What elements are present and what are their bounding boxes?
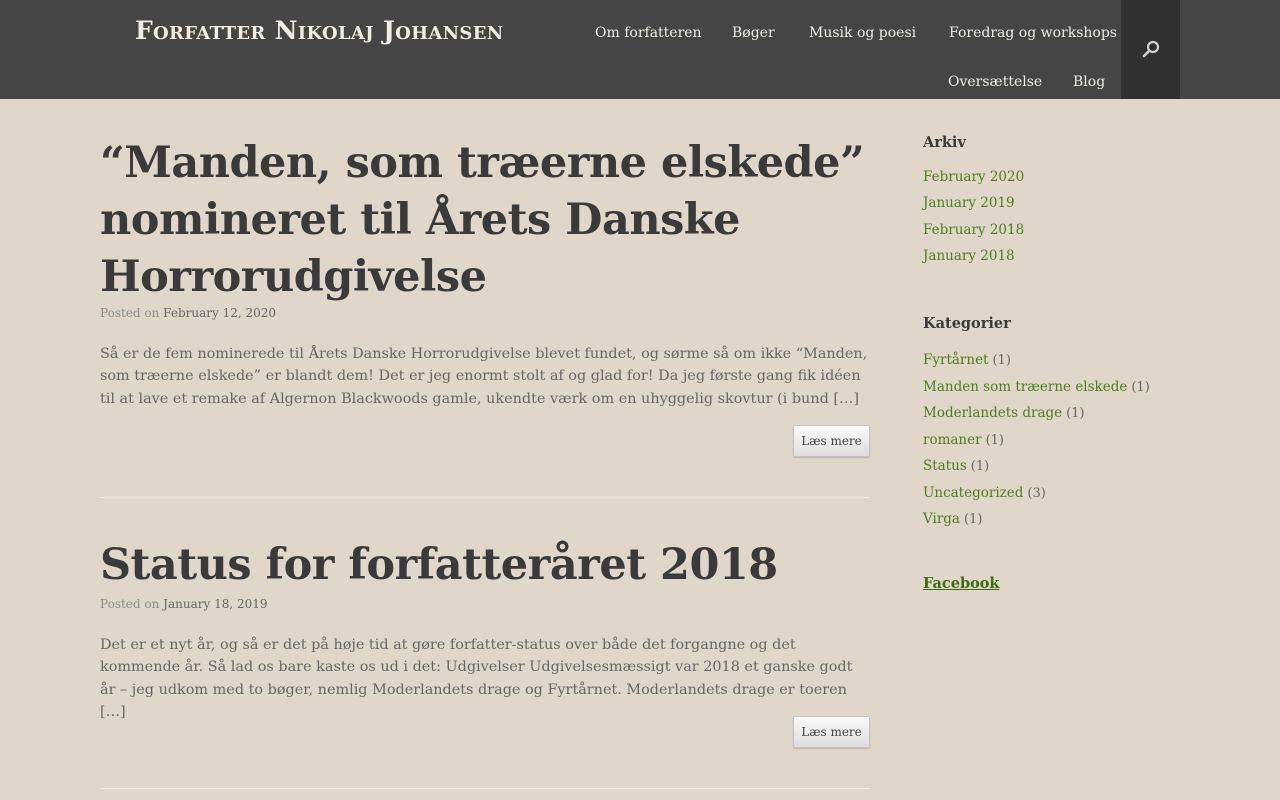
- category-item: [923, 349, 1011, 368]
- category-link[interactable]: Fyrtårnet: [923, 352, 989, 368]
- main-nav: [0, 0, 1121, 99]
- category-item: [923, 376, 1150, 395]
- category-count: (1): [1131, 380, 1150, 395]
- category-count: (1): [985, 433, 1004, 448]
- archive-link[interactable]: January 2019: [923, 195, 1015, 211]
- archive-link[interactable]: February 2018: [923, 222, 1025, 238]
- post-meta: [100, 597, 268, 611]
- category-link[interactable]: Status: [923, 458, 967, 474]
- category-item: [923, 402, 1085, 421]
- post-divider: [100, 788, 870, 789]
- category-item: [923, 508, 982, 527]
- read-more-button[interactable]: Læs mere: [793, 425, 870, 457]
- post-title[interactable]: “Manden, som træerne elskede” nomineret til Årets Danske Horrorudgivelse: [100, 138, 865, 302]
- category-count: (1): [963, 512, 983, 527]
- category-count: (1): [992, 353, 1011, 368]
- search-toggle[interactable]: [1121, 0, 1180, 99]
- post-meta: [100, 306, 276, 320]
- post-date[interactable]: January 18, 2019: [163, 597, 268, 611]
- nav-item-foredrag-og-workshops[interactable]: Foredrag og workshops: [949, 25, 1117, 41]
- category-item: [923, 455, 989, 474]
- posted-on-label: Posted on: [100, 306, 160, 320]
- category-count: (1): [1066, 406, 1085, 421]
- post-divider: [100, 497, 870, 498]
- categories-widget-title: Kategorier: [923, 315, 1011, 332]
- category-link[interactable]: Uncategorized: [923, 485, 1024, 501]
- site-title[interactable]: Forfatter Nikolaj Johansen: [135, 16, 504, 45]
- read-more-button[interactable]: Læs mere: [793, 716, 870, 748]
- nav-item-oversaettelse[interactable]: Oversættelse: [948, 74, 1043, 90]
- archive-link[interactable]: February 2020: [923, 169, 1025, 185]
- nav-item-musik-og-poesi[interactable]: Musik og poesi: [809, 25, 917, 41]
- posted-on-label: Posted on: [100, 597, 160, 611]
- category-link[interactable]: Virga: [923, 511, 960, 527]
- facebook-link[interactable]: Facebook: [923, 575, 1000, 592]
- category-item: [923, 429, 1004, 448]
- nav-item-boger[interactable]: Bøger: [732, 25, 775, 41]
- post-excerpt: Det er et nyt år, og så er det på høje tid at gøre forfatter-status over både det forgangne og det kommende år. Så lad os bare kaste os ud i det: Udgivelser Udgivelsesmæssigt var 2018 et ganske godt år – jeg udkom med to bøger, nemlig Moderlandets drage og Fyrtårnet. Moderlandets drage er toeren […]: [100, 637, 853, 720]
- category-link[interactable]: Moderlandets drage: [923, 405, 1063, 421]
- archive-widget-title: Arkiv: [923, 134, 966, 151]
- category-link[interactable]: romaner: [923, 432, 982, 448]
- post-title[interactable]: Status for forfatteråret 2018: [100, 540, 778, 590]
- site-header: [0, 0, 1280, 99]
- category-count: (1): [970, 459, 990, 474]
- post-date[interactable]: February 12, 2020: [163, 306, 277, 320]
- category-count: (3): [1027, 486, 1046, 501]
- nav-item-blog[interactable]: Blog: [1073, 74, 1106, 90]
- post-excerpt: Så er de fem nominerede til Årets Danske Horrorudgivelse blevet fundet, og sørme så om ikke “Manden, som træerne elskede” er blandt dem! Det er jeg enormt stolt af og glad for! Da jeg første gang fik idéen til at lave et remake af Algernon Blackwoods gamle, ukendte værk om en uhyggelig skovtur (i bund […]: [100, 346, 868, 407]
- search-icon: [1141, 37, 1161, 63]
- category-item: [923, 482, 1046, 501]
- nav-item-om-forfatteren[interactable]: Om forfatteren: [595, 25, 702, 41]
- category-link[interactable]: Manden som træerne elskede: [923, 379, 1128, 395]
- archive-link[interactable]: January 2018: [923, 248, 1015, 264]
